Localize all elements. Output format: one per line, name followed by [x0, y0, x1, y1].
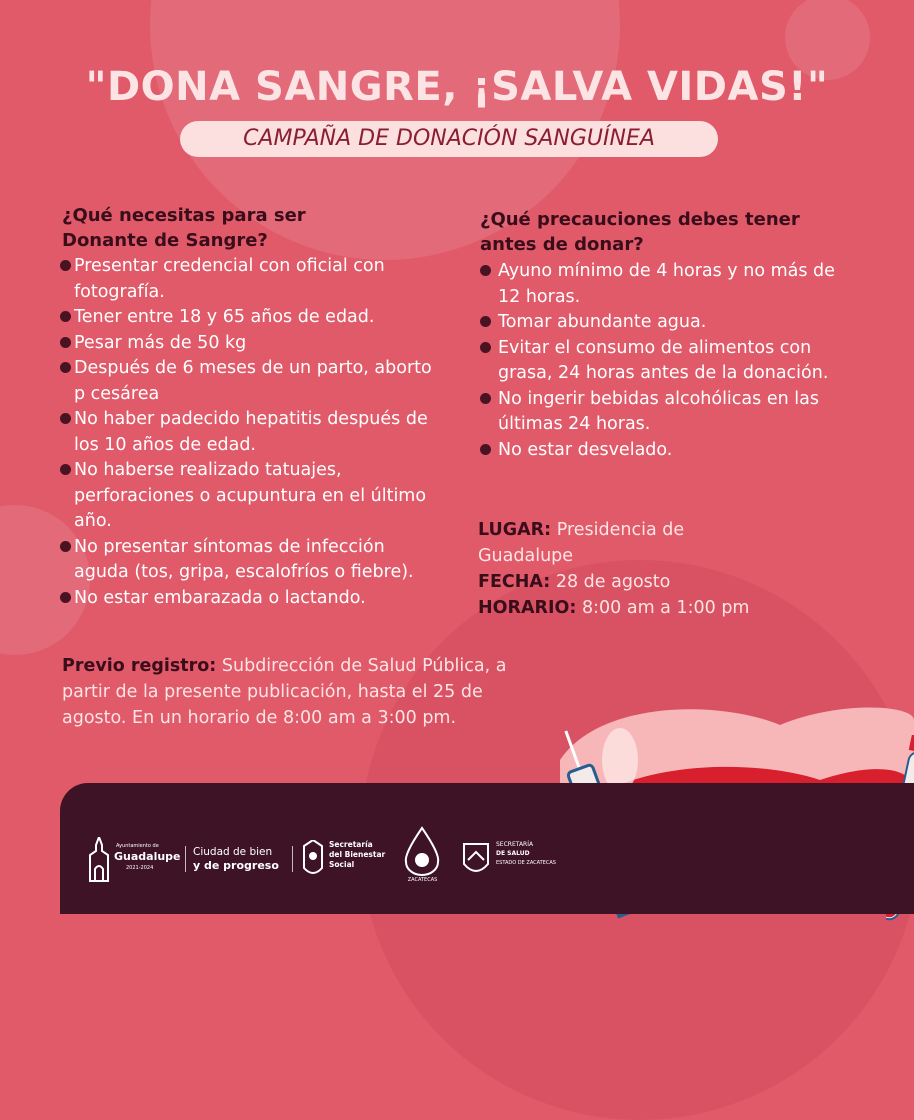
logo-blood-center	[400, 826, 445, 888]
logo1-name: Guadalupe	[114, 850, 181, 863]
requirements-heading-line1: ¿Qué necesitas para ser	[62, 205, 306, 226]
list-item: No haber padecido hepatitis después de los 10 años de edad.	[60, 407, 432, 458]
horario-value: 8:00 am a 1:00 pm	[581, 598, 750, 618]
page-title: "DONA SANGRE, ¡SALVA VIDAS!"	[85, 64, 829, 110]
blood-drop-icon	[400, 826, 445, 876]
logo-secretaria-salud	[462, 838, 572, 883]
registro-label: Previo registro:	[62, 656, 217, 676]
list-item: No haberse realizado tatuajes, perforaciones o acupuntura en el último año.	[60, 458, 432, 535]
logo2-line2: y de progreso	[193, 859, 279, 872]
subtitle-pill: CAMPAÑA DE DONACIÓN SANGUÍNEA	[180, 121, 718, 157]
list-item: No estar embarazada o lactando.	[60, 586, 432, 612]
list-item: Pesar más de 50 kg	[60, 331, 432, 357]
horario-label: HORARIO:	[478, 598, 577, 618]
list-item: Después de 6 meses de un parto, aborto p cesárea	[60, 356, 432, 407]
fecha-label: FECHA:	[478, 572, 551, 592]
cathedral-icon	[86, 837, 112, 883]
divider	[185, 846, 186, 872]
list-item: No ingerir bebidas alcohólicas en las últimas 24 horas.	[478, 387, 848, 438]
registro-text: Subdirección de Salud Pública, a partir de la presente publicación, hasta el 25 de agosto. En un horario de 8:00 am a 3:00 pm.	[62, 656, 507, 728]
logo-bienestar	[302, 838, 392, 883]
divider	[292, 846, 293, 872]
precautions-heading-line1: ¿Qué precauciones debes tener	[480, 209, 800, 230]
list-item: No estar desvelado.	[478, 438, 848, 464]
logo3-line3: Social	[329, 860, 355, 869]
logo-guadalupe	[86, 835, 191, 885]
lugar-label: LUGAR:	[478, 520, 552, 540]
list-item: No presentar síntomas de infección aguda (tos, gripa, escalofríos o fiebre).	[60, 535, 432, 586]
precautions-heading-line2: antes de donar?	[480, 234, 644, 255]
requirements-heading-line2: Donante de Sangre?	[62, 230, 268, 251]
logo-ciudad	[193, 846, 293, 872]
list-item: Ayuno mínimo de 4 horas y no más de 12 horas.	[478, 259, 848, 310]
list-item: Tener entre 18 y 65 años de edad.	[60, 305, 432, 331]
logo4-text: ZACATECAS	[407, 877, 438, 883]
logo2-line1: Ciudad de bien	[193, 846, 273, 858]
fecha-value: 28 de agosto	[555, 572, 671, 592]
list-item: Tomar abundante agua.	[478, 310, 848, 336]
lugar-value: Presidencia de Guadalupe	[478, 520, 685, 566]
logo1-small: Ayuntamiento de	[116, 843, 159, 849]
logo5-line1: SECRETARÍA	[496, 841, 534, 848]
bienestar-shield-icon	[302, 840, 324, 878]
list-item: Evitar el consumo de alimentos con grasa, 24 horas antes de la donación.	[478, 336, 848, 387]
list-item: Presentar credencial con oficial con fotografía.	[60, 254, 432, 305]
logo3-line2: del Bienestar	[329, 850, 386, 859]
logo5-line3: ESTADO DE ZACATECAS	[496, 860, 556, 866]
logo5-line2: DE SALUD	[496, 850, 530, 857]
logo3-line1: Secretaría	[329, 840, 373, 849]
logo1-years: 2021-2024	[126, 865, 154, 871]
salud-shield-icon	[462, 840, 490, 878]
